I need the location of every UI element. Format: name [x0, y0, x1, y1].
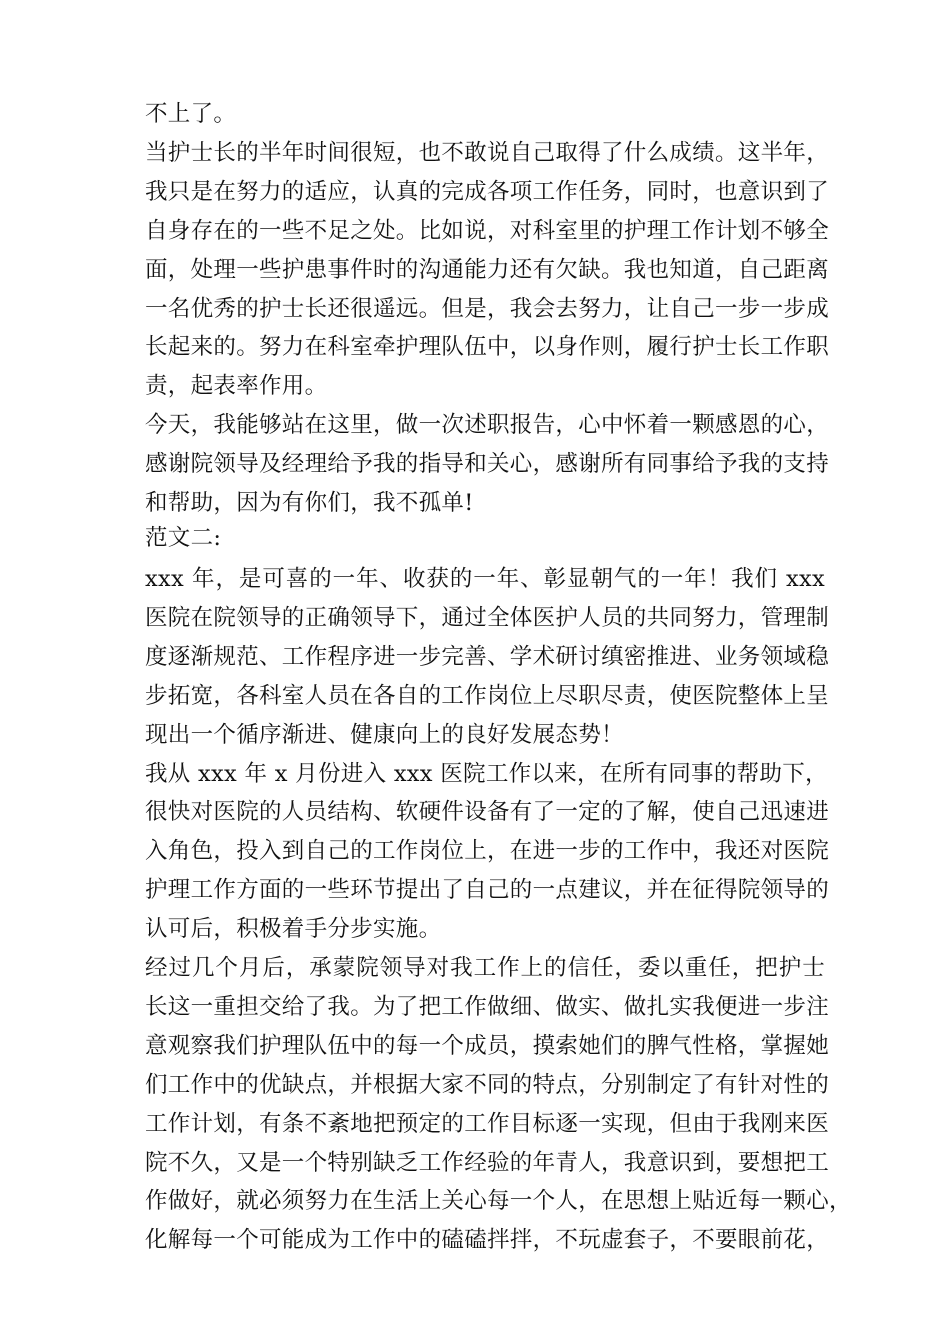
text-line: 护理工作方面的一些环节提出了自己的一点建议，并在征得院领导的: [145, 877, 830, 904]
text-line: 度逐渐规范、工作程序进一步完善、学术研讨缜密推进、业务领域稳: [145, 643, 830, 670]
text-line: 工作计划，有条不紊地把预定的工作目标逐一实现，但由于我刚来医: [145, 1110, 830, 1137]
text-line: 今天，我能够站在这里，做一次述职报告，心中怀着一颗感恩的心，: [145, 412, 830, 439]
text-line: 医院在院领导的正确领导下，通过全体医护人员的共同努力，管理制: [145, 604, 830, 631]
text-line: xxx 年，是可喜的一年、收获的一年、彰显朝气的一年！我们 xxx: [145, 566, 825, 592]
text-line: 步拓宽，各科室人员在各自的工作岗位上尽职尽责，使医院整体上呈: [145, 682, 830, 709]
text-line: 认可后，积极着手分步实施。: [145, 916, 442, 943]
text-line: 现出一个循序渐进、健康向上的良好发展态势！: [145, 721, 624, 748]
text-line: 我只是在努力的适应，认真的完成各项工作任务，同时，也意识到了: [145, 178, 830, 205]
text-line: 和帮助，因为有你们，我不孤单!: [145, 490, 474, 516]
text-line: 面，处理一些护患事件时的沟通能力还有欠缺。我也知道，自己距离: [145, 256, 830, 283]
text-line: 作做好，就必须努力在生活上关心每一个人，在思想上贴近每一颗心，: [145, 1188, 852, 1215]
text-line: 责，起表率作用。: [145, 373, 328, 400]
text-line: 当护士长的半年时间很短，也不敢说自己取得了什么成绩。这半年，: [145, 139, 830, 166]
text-line: 长这一重担交给了我。为了把工作做细、做实、做扎实我便进一步注: [145, 993, 830, 1020]
text-line: 我从 xxx 年 x 月份进入 xxx 医院工作以来，在所有同事的帮助下，: [145, 760, 828, 787]
text-line: 入角色，投入到自己的工作岗位上，在进一步的工作中，我还对医院: [145, 838, 830, 865]
text-line: 感谢院领导及经理给予我的指导和关心，感谢所有同事给予我的支持: [145, 451, 830, 478]
section-heading: 范文二:: [145, 525, 222, 551]
text-line: 们工作中的优缺点，并根据大家不同的特点，分别制定了有针对性的: [145, 1071, 830, 1098]
text-line: 院不久，又是一个特别缺乏工作经验的年青人，我意识到，要想把工: [145, 1149, 830, 1176]
text-line: 不上了。: [145, 101, 237, 127]
text-line: 一名优秀的护士长还很遥远。但是，我会去努力，让自己一步一步成: [145, 295, 830, 322]
text-line: 很快对医院的人员结构、软硬件设备有了一定的了解，使自己迅速进: [145, 799, 830, 826]
text-line: 长起来的。努力在科室牵护理队伍中，以身作则，履行护士长工作职: [145, 334, 830, 361]
text-line: 化解每一个可能成为工作中的磕磕拌拌，不玩虚套子，不要眼前花，: [145, 1227, 830, 1254]
text-line: 经过几个月后，承蒙院领导对我工作上的信任，委以重任，把护士: [145, 955, 825, 981]
text-line: 自身存在的一些不足之处。比如说，对科室里的护理工作计划不够全: [145, 217, 830, 244]
text-line: 意观察我们护理队伍中的每一个成员，摸索她们的脾气性格，掌握她: [145, 1032, 830, 1059]
